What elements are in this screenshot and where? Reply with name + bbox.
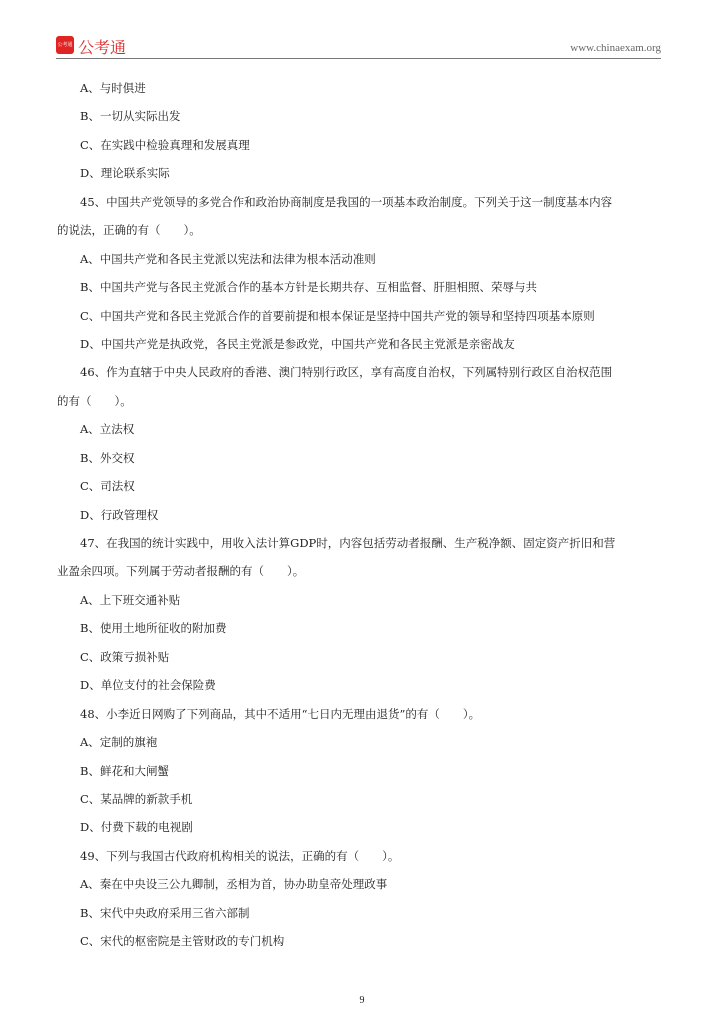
answer-option: C、宋代的枢密院是主管财政的专门机构 xyxy=(80,934,285,949)
answer-option: B、一切从实际出发 xyxy=(80,109,181,124)
answer-option: A、秦在中央设三公九卿制，丞相为首，协办助皇帝处理政事 xyxy=(80,877,388,892)
answer-option: C、政策亏损补贴 xyxy=(80,649,170,664)
answer-option: B、宋代中央政府采用三省六部制 xyxy=(80,905,250,920)
answer-option: B、外交权 xyxy=(80,450,135,465)
question-text: 45、中国共产党领导的多党合作和政治协商制度是我国的一项基本政治制度。下列关于这一制度基本内容 xyxy=(80,194,613,209)
answer-option: D、理论联系实际 xyxy=(80,166,170,181)
answer-option: D、单位支付的社会保险费 xyxy=(80,678,216,693)
question-text-continued: 业盈余四项。下列属于劳动者报酬的有（ ）。 xyxy=(57,564,305,579)
answer-option: B、中国共产党与各民主党派合作的基本方针是长期共存、互相监督、肝胆相照、荣辱与共 xyxy=(80,280,537,295)
answer-option: A、立法权 xyxy=(80,422,135,437)
document-body xyxy=(57,74,669,956)
logo-icon: 公考通 xyxy=(56,36,74,54)
answer-option: D、付费下载的电视剧 xyxy=(80,820,193,835)
question-text: 48、小李近日网购了下列商品，其中不适用“七日内无理由退货”的有（ ）。 xyxy=(80,706,481,721)
logo-text: 公考通 xyxy=(78,38,127,57)
page-number: 9 xyxy=(359,995,365,1006)
answer-option: C、司法权 xyxy=(80,479,135,494)
site-url: www.chinaexam.org xyxy=(570,42,661,54)
answer-option: C、在实践中检验真理和发展真理 xyxy=(80,137,250,152)
answer-option: A、与时俱进 xyxy=(80,81,146,95)
answer-option: C、某品牌的新款手机 xyxy=(80,791,193,806)
answer-option: B、使用土地所征收的附加费 xyxy=(80,621,227,636)
question-text: 46、作为直辖于中央人民政府的香港、澳门特别行政区，享有高度自治权，下列属特别行政区自治权范围 xyxy=(80,365,613,380)
answer-option: A、中国共产党和各民主党派以宪法和法律为根本活动准则 xyxy=(80,251,376,266)
answer-option: A、定制的旗袍 xyxy=(80,735,158,750)
question-text-continued: 的说法，正确的有（ ）。 xyxy=(57,223,201,238)
question-text: 49、下列与我国古代政府机构相关的说法，正确的有（ ）。 xyxy=(80,848,400,863)
page-header xyxy=(56,36,661,59)
answer-option: D、中国共产党是执政党，各民主党派是参政党，中国共产党和各民主党派是亲密战友 xyxy=(80,336,515,351)
answer-option: C、中国共产党和各民主党派合作的首要前提和根本保证是坚持中国共产党的领导和坚持四项基本原则 xyxy=(80,308,595,323)
answer-option: A、上下班交通补贴 xyxy=(80,592,181,607)
question-text: 47、在我国的统计实践中，用收入法计算GDP时，内容包括劳动者报酬、生产税净额、固定资产折旧和营 xyxy=(80,536,616,550)
answer-option: B、鲜花和大闸蟹 xyxy=(80,763,169,778)
answer-option: D、行政管理权 xyxy=(80,507,159,522)
question-text-continued: 的有（ ）。 xyxy=(57,393,132,408)
